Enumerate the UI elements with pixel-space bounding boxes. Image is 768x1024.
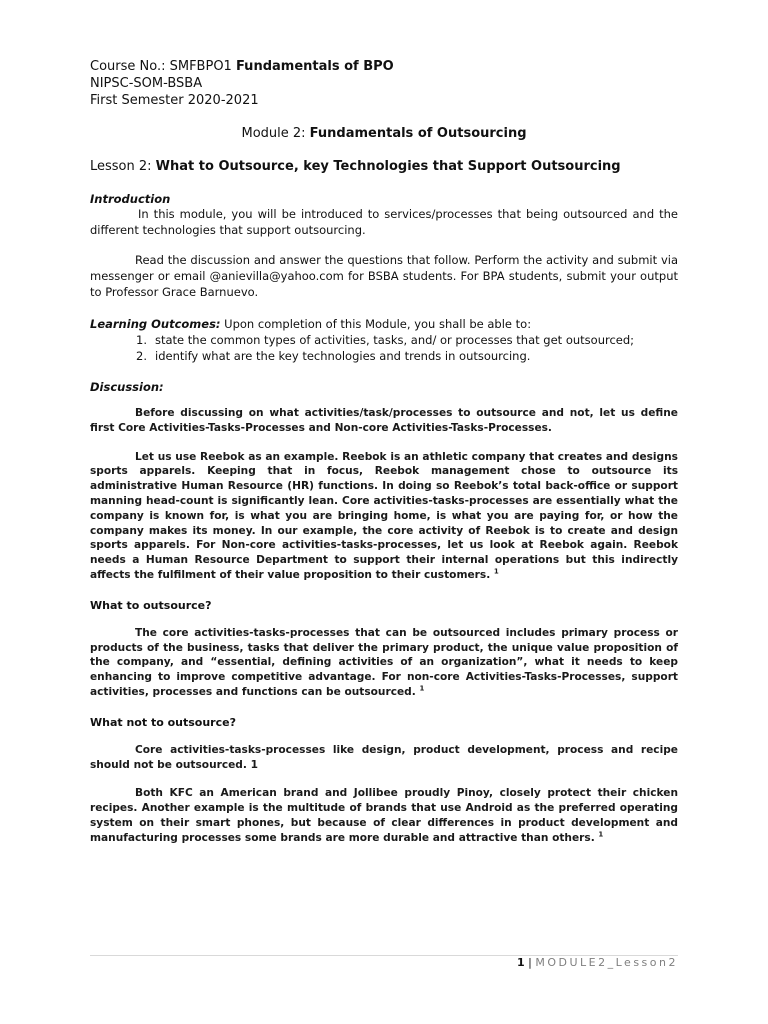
outcomes-list — [90, 332, 678, 364]
semester-line: First Semester 2020-2021 — [90, 93, 259, 108]
discussion-heading: Discussion: — [90, 380, 164, 394]
discussion-paragraph-4: Core activities-tasks-processes like design, product development, process and recipe should not be outsourced. 1 — [90, 743, 678, 771]
page-number: 1 — [517, 956, 525, 969]
footnote-ref: 1 — [493, 567, 499, 576]
what-to-outsource-heading: What to outsource? — [90, 598, 212, 612]
discussion-paragraph-5: Both KFC an American brand and Jollibee proudly Pinoy, closely protect their chicken recipes. Another example is the multitude of brands that use Android as the preferred operating system on their smart phones, but because of clear differences in product development and manufacturing processes some brands are more durable and attractive than others. $^1$ — [90, 787, 678, 844]
list-item: 2. identify what are the key technologies and trends in outsourcing. — [136, 349, 531, 363]
intro-paragraph-1: In this module, you will be introduced to services/processes that being outsourced and the different technologies that support outsourcing. — [90, 207, 678, 237]
list-item: 1. state the common types of activities, tasks, and/ or processes that get outsourced; — [136, 333, 635, 347]
discussion-paragraph-1: Before discussing on what activities/task/processes to outsource and not, let us define first Core Activities-Tasks-Processes and Non-core Activities-Tasks-Processes. — [90, 407, 678, 434]
intro-paragraph-2: Read the discussion and answer the questions that follow. Perform the activity and submit via messenger or email @anievilla@yahoo.com for BSBA students. For BPA students, submit your output to Professor Grace Barnuevo. — [90, 253, 678, 299]
learning-outcomes: Learning Outcomes: Upon completion of this Module, you shall be able to: — [90, 317, 532, 331]
learning-outcomes-heading: Learning Outcomes: — [90, 317, 221, 331]
introduction-heading: Introduction — [90, 192, 171, 206]
page-footer: 1 | MODULE2_Lesson2 — [517, 956, 678, 969]
org-line: NIPSC-SOM-BSBA — [90, 76, 203, 91]
footnote-ref: 1 — [419, 684, 425, 693]
footer-label: MODULE2_Lesson2 — [535, 956, 678, 969]
discussion-paragraph-2: Let us use Reebok as an example. Reebok is an athletic company that creates and designs sports apparels. Keeping that in focus, Reebok management chose to outsource its administrative Human Resource (HR) functions. In doing so Reebok’s total back-office or support manning head-count is significantly lean. Core activities-tasks-processes are essentially what the company is known for, is what you are bringing home, is what you are paying for, or how the company makes its money. In our example, the core activity of Reebok is to create and design sports apparels. For Non-core activities-tasks-processes, let us look at Reebok again. Reebok needs a Human Resource Department to support their internal operations but this indirectly affects the fulfilment of their value proposition to their customers. $^1$ — [90, 450, 678, 581]
footnote-ref: 1 — [598, 830, 604, 839]
what-not-to-outsource-heading: What not to outsource? — [90, 715, 236, 729]
lesson-title: Lesson 2: What to Outsource, key Technologies that Support Outsourcing — [90, 159, 621, 174]
course-title: Fundamentals of BPO — [235, 59, 394, 74]
course-line — [90, 58, 678, 75]
module-title: Module 2: Fundamentals of Outsourcing — [241, 126, 527, 141]
document-page — [90, 58, 678, 846]
discussion-paragraph-3: The core activities-tasks-processes that can be outsourced includes primary process or products of the business, tasks that deliver the primary product, the unique value proposition of the company, and “essential, defining activities of an organization”, what it needs to keep enhancing to improve competitive advantage. For non-core Activities-Tasks-Processes, support activities, processes and functions can be outsourced. $^1$ — [90, 626, 678, 698]
course-label: Course No.: SMFBPO1 — [90, 59, 236, 74]
